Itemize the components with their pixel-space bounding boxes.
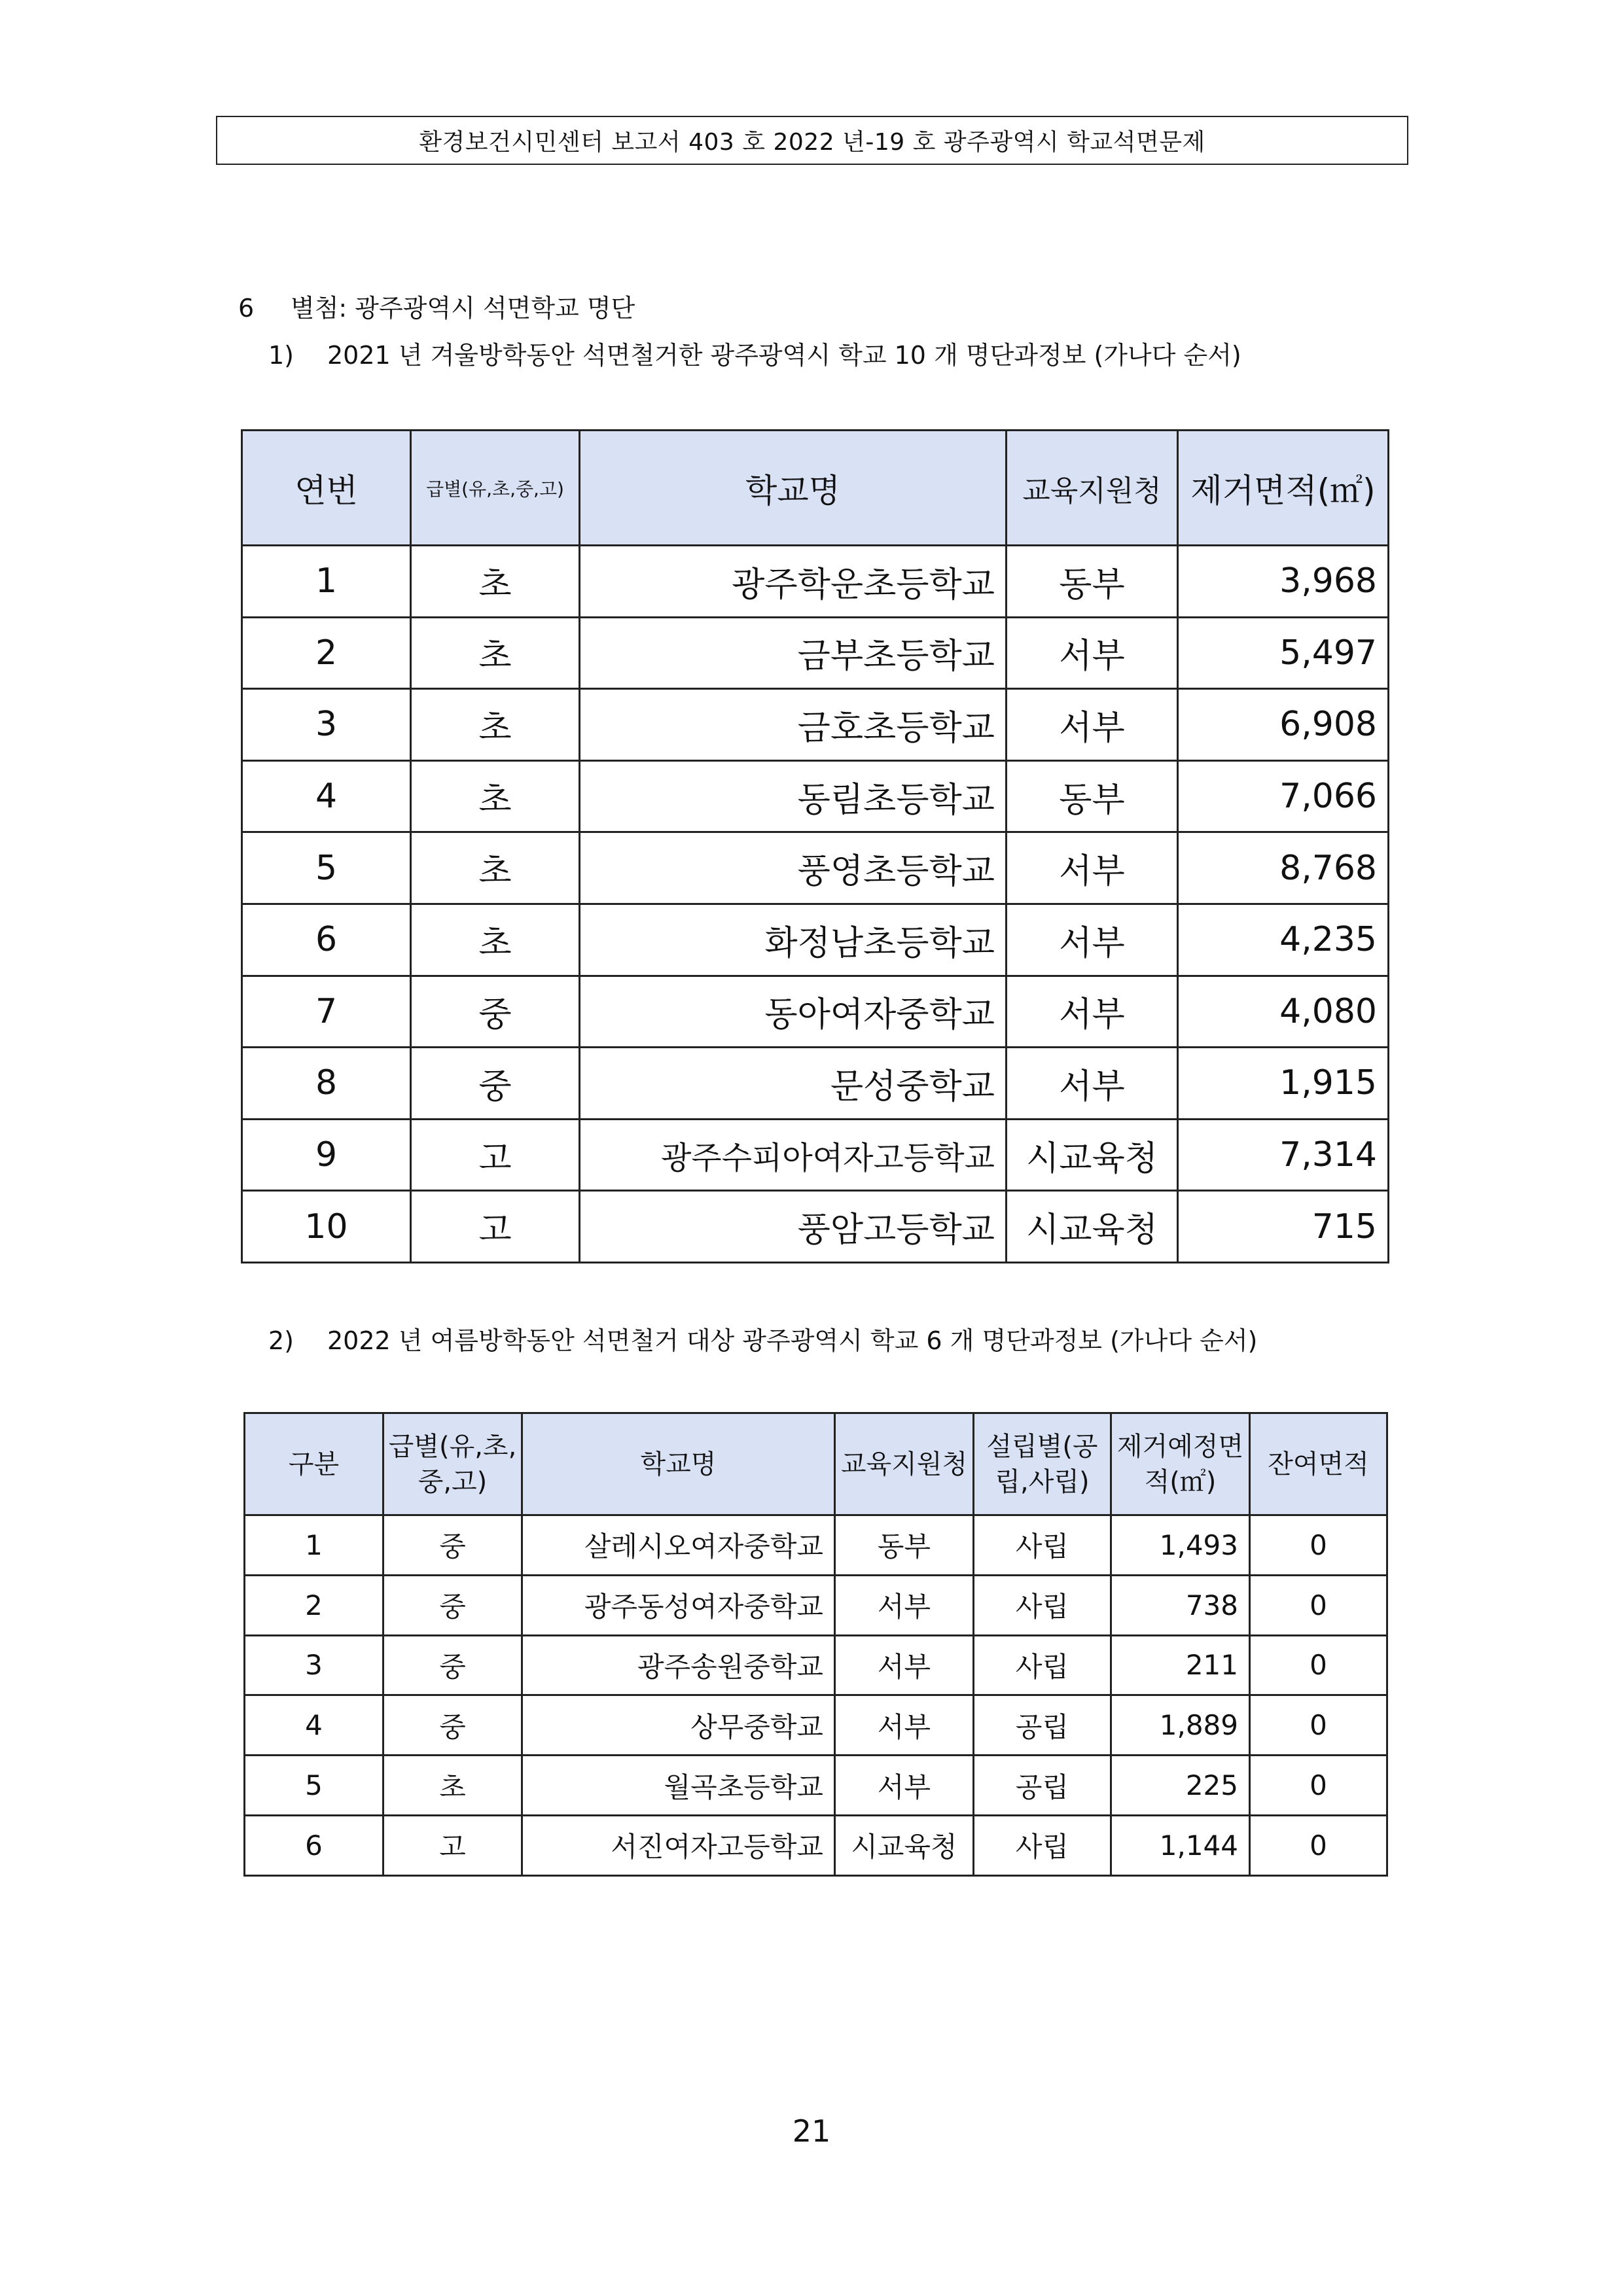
- cell-remaining-area: 0: [1250, 1635, 1387, 1695]
- cell-office: 서부: [1007, 904, 1178, 976]
- col-header-serial: 연번: [242, 431, 411, 546]
- cell-number: 3: [245, 1635, 383, 1695]
- subsection-2-title: 2022 년 여름방학동안 석면철거 대상 광주광역시 학교 6 개 명단과정보 (가나다 순서): [327, 1326, 1258, 1355]
- cell-serial: 7: [242, 976, 411, 1048]
- cell-level: 중: [411, 1048, 580, 1120]
- cell-school-name: 동림초등학교: [580, 760, 1007, 832]
- col-header-school-name: 학교명: [580, 431, 1007, 546]
- cell-office: 서부: [1007, 832, 1178, 904]
- cell-office: 서부: [1007, 617, 1178, 689]
- col-header-level: 급별(유,초,중,고): [383, 1413, 522, 1515]
- cell-remaining-area: 0: [1250, 1695, 1387, 1756]
- cell-level: 중: [383, 1575, 522, 1635]
- cell-school-name: 풍암고등학교: [580, 1191, 1007, 1263]
- subsection-2-number: 2): [268, 1326, 294, 1355]
- cell-number: 4: [245, 1695, 383, 1756]
- cell-remaining-area: 0: [1250, 1815, 1387, 1875]
- cell-establishment: 사립: [974, 1815, 1111, 1875]
- cell-level: 초: [411, 832, 580, 904]
- col-header-number: 구분: [245, 1413, 383, 1515]
- table-row: [242, 689, 1389, 761]
- subsection-2-heading: [268, 1320, 1257, 1356]
- cell-office: 서부: [835, 1635, 974, 1695]
- table-row: [245, 1756, 1387, 1816]
- cell-level: 중: [383, 1695, 522, 1756]
- cell-area: 4,235: [1178, 904, 1389, 976]
- cell-level: 초: [383, 1756, 522, 1816]
- cell-establishment: 공립: [974, 1695, 1111, 1756]
- cell-office: 서부: [1007, 689, 1178, 761]
- table-2021-winter-schools: [241, 429, 1389, 1263]
- table-row: [245, 1575, 1387, 1635]
- col-header-school-name: 학교명: [522, 1413, 835, 1515]
- cell-serial: 3: [242, 689, 411, 761]
- cell-area: 6,908: [1178, 689, 1389, 761]
- cell-serial: 5: [242, 832, 411, 904]
- col-header-level: 급별(유,초,중,고): [411, 431, 580, 546]
- cell-school-name: 풍영초등학교: [580, 832, 1007, 904]
- section-heading: [238, 288, 635, 324]
- table-2022-summer-schools: [243, 1412, 1388, 1877]
- cell-school-name: 광주학운초등학교: [580, 546, 1007, 618]
- cell-area: 4,080: [1178, 976, 1389, 1048]
- table-row: [242, 1119, 1389, 1191]
- cell-area: 5,497: [1178, 617, 1389, 689]
- cell-school-name: 화정남초등학교: [580, 904, 1007, 976]
- cell-area: 7,066: [1178, 760, 1389, 832]
- cell-serial: 9: [242, 1119, 411, 1191]
- cell-remaining-area: 0: [1250, 1515, 1387, 1576]
- table-row: [245, 1515, 1387, 1576]
- cell-school-name: 살레시오여자중학교: [522, 1515, 835, 1576]
- cell-planned-area: 738: [1111, 1575, 1250, 1635]
- cell-level: 고: [411, 1119, 580, 1191]
- cell-office: 동부: [1007, 760, 1178, 832]
- cell-serial: 4: [242, 760, 411, 832]
- table-row: [242, 832, 1389, 904]
- col-header-office: 교육지원청: [835, 1413, 974, 1515]
- table-row: [245, 1815, 1387, 1875]
- cell-area: 1,915: [1178, 1048, 1389, 1120]
- cell-office: 시교육청: [1007, 1119, 1178, 1191]
- cell-serial: 10: [242, 1191, 411, 1263]
- cell-serial: 1: [242, 546, 411, 618]
- cell-number: 2: [245, 1575, 383, 1635]
- col-header-establishment: 설립별(공립,사립): [974, 1413, 1111, 1515]
- cell-office: 서부: [1007, 976, 1178, 1048]
- cell-establishment: 사립: [974, 1635, 1111, 1695]
- cell-level: 중: [411, 976, 580, 1048]
- table-row: [242, 617, 1389, 689]
- col-header-area: 제거면적(㎡): [1178, 431, 1389, 546]
- section-title: 별첨: 광주광역시 석면학교 명단: [291, 294, 635, 323]
- cell-school-name: 서진여자고등학교: [522, 1815, 835, 1875]
- cell-level: 고: [383, 1815, 522, 1875]
- report-header: [216, 116, 1408, 165]
- cell-establishment: 사립: [974, 1515, 1111, 1576]
- cell-office: 서부: [835, 1695, 974, 1756]
- cell-level: 중: [383, 1635, 522, 1695]
- cell-office: 서부: [835, 1756, 974, 1816]
- col-header-remaining-area: 잔여면적: [1250, 1413, 1387, 1515]
- cell-planned-area: 1,144: [1111, 1815, 1250, 1875]
- cell-level: 초: [411, 617, 580, 689]
- cell-area: 715: [1178, 1191, 1389, 1263]
- cell-remaining-area: 0: [1250, 1756, 1387, 1816]
- cell-planned-area: 1,889: [1111, 1695, 1250, 1756]
- cell-office: 시교육청: [1007, 1191, 1178, 1263]
- col-header-office: 교육지원청: [1007, 431, 1178, 546]
- cell-level: 초: [411, 546, 580, 618]
- cell-establishment: 공립: [974, 1756, 1111, 1816]
- cell-office: 동부: [1007, 546, 1178, 618]
- cell-level: 초: [411, 689, 580, 761]
- cell-area: 7,314: [1178, 1119, 1389, 1191]
- page-number: 21: [792, 2113, 831, 2149]
- subsection-1-number: 1): [268, 341, 294, 370]
- cell-area: 3,968: [1178, 546, 1389, 618]
- subsection-1-title: 2021 년 겨울방학동안 석면철거한 광주광역시 학교 10 개 명단과정보 (가나다 순서): [327, 341, 1241, 370]
- cell-school-name: 광주송원중학교: [522, 1635, 835, 1695]
- cell-remaining-area: 0: [1250, 1575, 1387, 1635]
- table-row: [242, 546, 1389, 618]
- cell-number: 1: [245, 1515, 383, 1576]
- cell-area: 8,768: [1178, 832, 1389, 904]
- cell-planned-area: 1,493: [1111, 1515, 1250, 1576]
- cell-planned-area: 225: [1111, 1756, 1250, 1816]
- table-row: [242, 1191, 1389, 1263]
- table-row: [242, 1048, 1389, 1120]
- col-header-planned-area: 제거예정면적(㎡): [1111, 1413, 1250, 1515]
- cell-school-name: 광주동성여자중학교: [522, 1575, 835, 1635]
- cell-establishment: 사립: [974, 1575, 1111, 1635]
- table-row: [245, 1635, 1387, 1695]
- cell-school-name: 상무중학교: [522, 1695, 835, 1756]
- cell-serial: 6: [242, 904, 411, 976]
- table-row: [242, 976, 1389, 1048]
- cell-office: 동부: [835, 1515, 974, 1576]
- table-header-row: [242, 431, 1389, 546]
- cell-level: 초: [411, 904, 580, 976]
- table-row: [245, 1695, 1387, 1756]
- cell-number: 6: [245, 1815, 383, 1875]
- cell-office: 서부: [1007, 1048, 1178, 1120]
- table-header-row: [245, 1413, 1387, 1515]
- cell-level: 중: [383, 1515, 522, 1576]
- cell-number: 5: [245, 1756, 383, 1816]
- table-row: [242, 904, 1389, 976]
- cell-level: 고: [411, 1191, 580, 1263]
- cell-school-name: 금호초등학교: [580, 689, 1007, 761]
- report-header-title: 환경보건시민센터 보고서 403 호 2022 년-19 호 광주광역시 학교석면문제: [419, 129, 1205, 156]
- cell-level: 초: [411, 760, 580, 832]
- cell-school-name: 월곡초등학교: [522, 1756, 835, 1816]
- section-number: 6: [238, 294, 255, 323]
- subsection-1-heading: [268, 335, 1241, 371]
- table-row: [242, 760, 1389, 832]
- cell-office: 시교육청: [835, 1815, 974, 1875]
- cell-school-name: 광주수피아여자고등학교: [580, 1119, 1007, 1191]
- cell-school-name: 문성중학교: [580, 1048, 1007, 1120]
- cell-serial: 8: [242, 1048, 411, 1120]
- cell-planned-area: 211: [1111, 1635, 1250, 1695]
- cell-school-name: 동아여자중학교: [580, 976, 1007, 1048]
- cell-serial: 2: [242, 617, 411, 689]
- cell-school-name: 금부초등학교: [580, 617, 1007, 689]
- cell-office: 서부: [835, 1575, 974, 1635]
